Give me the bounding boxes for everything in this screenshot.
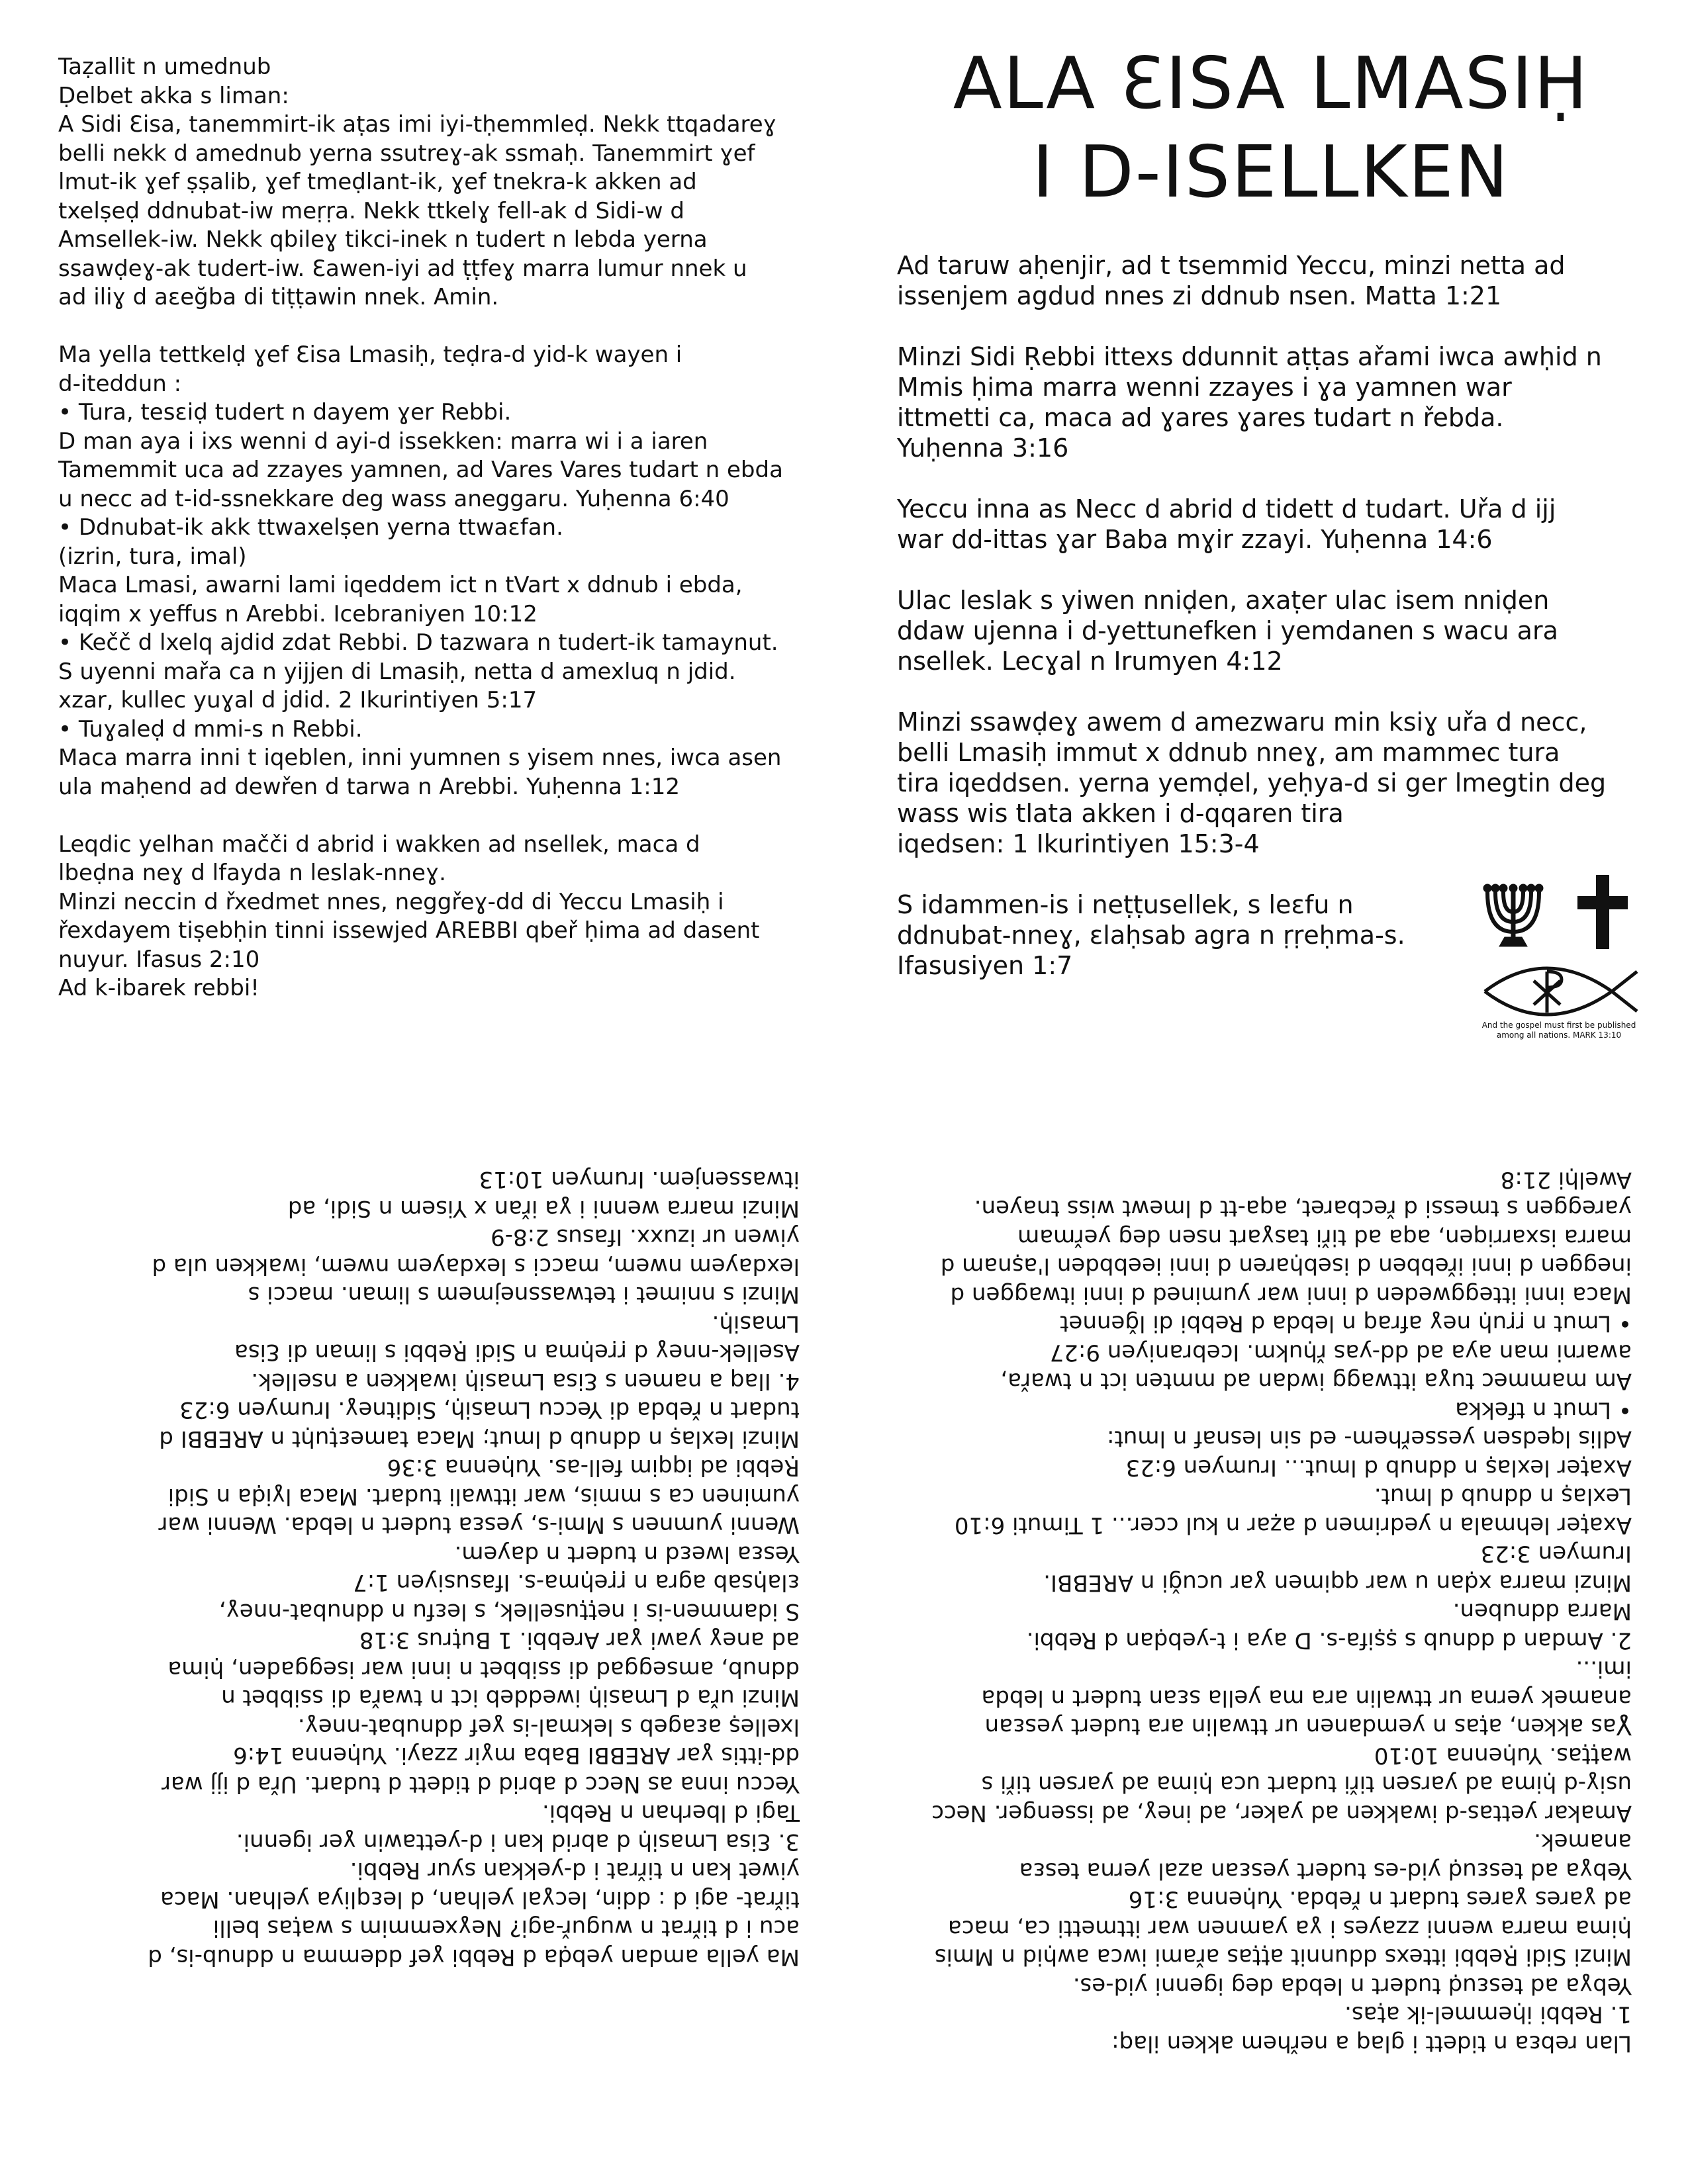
text-line: Tagi d lberhan n Rebbi. bbox=[541, 1799, 800, 1827]
text-line: Minzi uřa d Lmasiḥ iweddeb ict n twařa di ssibbet n bbox=[221, 1684, 800, 1711]
text-line: • Ddnubat-ik akk ttwaxelṣen yerna ttwaɛfan. bbox=[58, 514, 563, 541]
text-line: ɛlaḥsab agra n ṛṛeḥma-s. Ifasusiyen 1:7 bbox=[353, 1569, 800, 1596]
text-line: lxelleṣ aɛageb s lekmal-is ɣef ddnubat-nneɣ. bbox=[297, 1713, 800, 1740]
text-line: 3. Ɛisa Lmasiḥ d abrid kan i d-yettawin ɣer igenni. bbox=[236, 1829, 800, 1855]
text-line: S idammen-is i neṭṭusellek, s leɛfu n ddnubat-nneɣ, bbox=[218, 1598, 800, 1625]
text-line: tira iqeddsen. yerna yemḍel, yeḥya-d si ger lmegtin deg bbox=[897, 768, 1607, 797]
text-line: d-iteddun : bbox=[58, 370, 182, 397]
paragraph-gap bbox=[897, 676, 1645, 707]
text-line: Adlis lqedsen yesseřhem- ed sin lesnaf n lmut: bbox=[1107, 1426, 1632, 1452]
text-line: anamek. bbox=[1534, 1829, 1632, 1855]
text-line: Llan rebɛa n tidett i glaq a neřhem akken ilaq: bbox=[1111, 2030, 1632, 2057]
text-line: lbeḍna neɣ d lfayda n leslak-nneɣ. bbox=[58, 860, 446, 886]
text-line: ddaw ujenna i d-yettunefken i yemdanen s wacu ara bbox=[897, 616, 1558, 645]
text-line: iqqim x yeffus n Arebbi. Icebraniyen 10:12 bbox=[58, 600, 538, 627]
text-line: Maca inni itteggweden d inni war yumined d inni itwaggen d bbox=[950, 1281, 1632, 1308]
text-line: Minzi marra wenni i ɣa iřan x Yisem n Sidi, ad bbox=[287, 1195, 800, 1222]
text-line: dd-ittis ɣar AREBBI Baba mɣir zzayi. Yuḥenna 14:6 bbox=[233, 1742, 800, 1769]
text-line: Axaṭer lehmala n yedrimen d aẓar n kul ccer... 1 Timuti 6:10 bbox=[954, 1512, 1632, 1539]
text-line: nuyur. Ifasus 2:10 bbox=[58, 946, 260, 973]
text-line: Lmasiḥ. bbox=[712, 1310, 800, 1337]
paragraph-gap bbox=[58, 312, 800, 341]
text-line: ineggen d inni iřebben d isebḥaren d inni ieebbden l'aṣnam d bbox=[940, 1253, 1632, 1279]
text-line: ittmetti ca, maca ad ɣares ɣares tudart n řebda. bbox=[897, 403, 1504, 432]
text-line: 1. Rebbi iḥemmel-ik aṭas. bbox=[1344, 2001, 1632, 2028]
emblem-caption-line-2: among all nations. MARK 13:10 bbox=[1496, 1030, 1622, 1040]
text-line: Lexlaṣ n ddnub d lmut. bbox=[1374, 1483, 1632, 1510]
text-line: Maca marra inni t iqeblen, inni yumnen s yisem nnes, iwca asen bbox=[58, 745, 782, 771]
emblem-graphic bbox=[1473, 866, 1645, 1018]
text-line: Marra ddnuben. bbox=[1452, 1598, 1632, 1625]
text-line: Ṛebbi ad iqqim fell-as. Yuḥenna 3:36 bbox=[387, 1454, 800, 1481]
text-line: Ifasusiyen 1:7 bbox=[897, 951, 1073, 980]
text-line: ad iliɣ d aɛeğba di tiṭṭawin nnek. Amin. bbox=[58, 284, 499, 310]
text-line: Asellek-nneɣ d ṛṛeḥma n Sidi Ṛebbi s liman di Ɛisa bbox=[234, 1339, 800, 1366]
text-line: Ulac leslak s yiwen nniḍen, axaṭer ulac isem nniḍen bbox=[897, 586, 1550, 615]
text-line: Awelḥi 21:8 bbox=[1500, 1166, 1632, 1193]
text-line: • Kečč d lxelq ajdid zdat Rebbi. D tazwara n tudert-ik tamaynut. bbox=[58, 629, 778, 656]
text-line: itwassenjem. Irumyen 10:13 bbox=[479, 1166, 800, 1193]
text-line: Ad k-ibarek rebbi! bbox=[58, 975, 259, 1001]
text-line: Wenni yumnen s Mmi-s, yesɛa tudert n lebda. Wenni war bbox=[158, 1512, 800, 1539]
text-line: yuminen ca s mmis, war ittwali tudart. Maca lɣiḍa n Sidi bbox=[167, 1483, 800, 1510]
text-line: Ɣas akken, aṭas n yemdanen ur ttwalin ara tudert yesɛan bbox=[984, 1713, 1632, 1740]
text-line: iqedsen: 1 Ikurintiyen 15:3-4 bbox=[897, 829, 1260, 858]
paragraph-gap bbox=[897, 463, 1645, 494]
text-line: Yebɣa ad tesɛuḍ tudert n lebda deg igenni yid-es. bbox=[1072, 1972, 1632, 1999]
cross-icon bbox=[1577, 875, 1628, 949]
text-line: • Lmut n tfekka bbox=[1455, 1396, 1632, 1424]
text-line: D man aya i ixs wenni d ayi-d issekken: marra wi i a iaren bbox=[58, 428, 708, 455]
cover-title bbox=[897, 40, 1645, 217]
paragraph-gap bbox=[58, 801, 800, 831]
text-line: Minzi neccin d řxedmet nnes, neggřeɣ-dd di Yeccu Lmasiḥ i bbox=[58, 888, 724, 915]
text-line: war dd-ittas ɣar Baba mɣir zzayi. Yuḥenna 14:6 bbox=[897, 525, 1493, 554]
chi-rho-fish-icon bbox=[1485, 968, 1637, 1015]
text-line: lmut-ik ɣef ṣṣalib, ɣef tmeḍlant-ik, ɣef tnekra-k akken ad bbox=[58, 169, 697, 195]
text-line: A Sidi Ɛisa, tanemmirt-ik aṭas imi iyi-tḥemmleḍ. Nekk ttqadareɣ bbox=[58, 111, 776, 138]
text-line: marra isxarriqen, aqa ad tiři tasɣart nsen deg yeřmam bbox=[1017, 1224, 1632, 1251]
text-line: belli Lmasiḥ immut x ddnub nneɣ, am mammec tura bbox=[897, 738, 1560, 767]
text-line: yiwet kan n tiřrat i d-yekkan syur Rebbi. bbox=[350, 1857, 800, 1884]
truths-panel-continued bbox=[58, 1165, 800, 1971]
text-line: (izrin, tura, imal) bbox=[58, 543, 247, 570]
text-line: ula maḥend ad dewřen d tarwa n Arebbi. Yuḥenna 1:12 bbox=[58, 773, 680, 800]
text-line: ddnub, amseggad di ssibbet n inni war iseggaden, ḥima bbox=[167, 1656, 800, 1682]
text-line: tudart n řebda di Yeccu Lmasiḥ, Siditneɣ. Irumyen 6:23 bbox=[179, 1396, 800, 1424]
four-truths-panel bbox=[884, 1165, 1632, 2058]
text-line: Irumyen 3:23 bbox=[1480, 1541, 1632, 1567]
emblem bbox=[1473, 866, 1645, 1040]
text-line: Ad taruw aḥenjir, ad t tsemmid Yeccu, minzi netta ad bbox=[897, 251, 1566, 280]
text-line: Yuḥenna 3:16 bbox=[897, 433, 1069, 463]
text-line: S uyenni mařa ca n yijjen di Lmasiḥ, netta d amexluq n jdid. bbox=[58, 658, 736, 685]
text-line: tiřrat- agi d : ddin, lecɣal yelhan, d leɛqliya yelhan. Maca bbox=[160, 1886, 800, 1913]
cover-title-line-2: I D-ISELLKEN bbox=[1032, 131, 1510, 214]
text-line: Yeccu inna as Necc d abrid d tidett d tudart. Uřa d ijj bbox=[897, 494, 1556, 523]
text-line: Am mammec tuɣa ittwagg iwdan ad mmten ict n twařa, bbox=[1000, 1368, 1632, 1394]
text-line: Ma yella tettkelḍ ɣef Ɛisa Lmasiḥ, teḍra-d yid-k wayen i bbox=[58, 341, 682, 368]
text-line: yareggen s tmessi d řecbaret, aqa-tt d lmewt wiss tnayen. bbox=[974, 1195, 1632, 1222]
text-line: acu i d tiřrat n wuguř-agi? Neɣxemmim s waṭas belli bbox=[212, 1915, 800, 1942]
text-line: txelṣeḍ ddnubat-iw meṛṛa. Nekk ttkelɣ fell-ak d Sidi-w d bbox=[58, 197, 684, 224]
text-line: Yeccu inna as Necc d abrid d tidett d tudart. Uřa d ijj war bbox=[161, 1771, 800, 1797]
cover-panel bbox=[897, 40, 1645, 1040]
menorah-icon bbox=[1483, 884, 1543, 946]
text-line: Maca Lmasi, awarni lami iqeddem ict n tVart x ddnub i ebda, bbox=[58, 572, 743, 598]
text-line: nsellek. Lecɣal n Irumyen 4:12 bbox=[897, 647, 1283, 676]
text-line: • Tuɣaleḍ d mmi-s n Rebbi. bbox=[58, 715, 363, 743]
text-line: issenjem agdud nnes zi ddnub nsen. Matta 1:21 bbox=[897, 281, 1502, 310]
text-line: Tamemmit uca ad zzayes yamnen, ad Vares Vares tudart n ebda bbox=[58, 457, 783, 483]
text-line: Mmis ḥima marra wenni zzayes i ɣa yamnen war bbox=[897, 373, 1512, 402]
paragraph-gap bbox=[897, 555, 1645, 585]
text-line: lexdayem nwem, macci s lexdayem nwem, iwakken ula d bbox=[152, 1253, 800, 1279]
text-line: Yebɣa ad tesɛuḍ yid-es tudert yesɛan azal yerna tesɛa bbox=[1019, 1857, 1632, 1884]
text-line: Minzi marra xḍan u war qqimen ɣar ucuǧi n AREBBI. bbox=[1043, 1569, 1632, 1596]
text-line: Ma yella amdan yebḍa d Rebbi ɣef ddemma n ddnub-is, d bbox=[148, 1944, 800, 1970]
text-line: Axaṭer lexlaṣ n ddnub d lmut... Irumyen 6:23 bbox=[1125, 1454, 1632, 1481]
cover-title-line-1: ALA ƐISA LMASIḤ bbox=[953, 42, 1589, 125]
text-line: Minzi Sidi Ṛebbi ittexs ddunnit aṭṭas ařami iwca awḥid n bbox=[897, 342, 1602, 371]
text-line: Leqdic yelhan mačči d abrid i wakken ad nsellek, maca d bbox=[58, 831, 700, 858]
text-line: imi... bbox=[1575, 1656, 1632, 1682]
prayer-panel bbox=[58, 53, 800, 1003]
text-line: ḥima marra wenni zzayes i ɣa yamnen war ittmetti ca, maca bbox=[947, 1915, 1632, 1942]
paragraph-gap bbox=[897, 311, 1645, 341]
text-line: 4. Ilaq a namen s Ɛisa Lmasiḥ iwakken a nsellek. bbox=[251, 1368, 800, 1394]
text-line: xzar, kullec yuɣal d jdid. 2 Ikurintiyen 5:17 bbox=[58, 687, 538, 713]
text-line: belli nekk d amednub yerna ssutreɣ-ak ssmaḥ. Tanemmirt ɣef bbox=[58, 140, 755, 167]
emblem-caption-line-1: And the gospel must first be published bbox=[1481, 1021, 1636, 1030]
text-line: u necc ad t-id-ssnekkare deg wass aneggaru. Yuḥenna 6:40 bbox=[58, 485, 729, 512]
text-line: Taẓallit n umednub bbox=[58, 54, 271, 80]
text-line: ad aneɣ yawi ɣar Arebbi. 1 Buṭrus 3:18 bbox=[359, 1627, 800, 1654]
text-line: waṭṭas. Yuḥenna 10:10 bbox=[1374, 1742, 1632, 1769]
text-line: S idammen-is i neṭṭusellek, s leɛfu n bbox=[897, 890, 1354, 919]
text-line: usiɣ-d ḥima ad yarsen tiři tudart uca ḥima ad yarsen tiři s bbox=[981, 1771, 1632, 1797]
text-line: • Lmut n ṛṛuḥ neɣ afraq n lebda d Rebbi di lǧennet bbox=[1060, 1310, 1632, 1337]
text-line: ddnubat-nneɣ, ɛlaḥsab agra n ṛṛeḥma-s. bbox=[897, 921, 1405, 950]
text-line: Yesɛa lweɛd n tudert n dayem. bbox=[454, 1541, 800, 1567]
text-line: řexdayem tiṣebḥin tinni issewjed AREBBI qbeř ḥima ad dasent bbox=[58, 917, 760, 944]
text-line: Amsellek-iw. Nekk qbileɣ tikci-inek n tudert n lebda yerna bbox=[58, 226, 708, 253]
text-line: • Tura, tesɛiḍ tudert n dayem ɣer Rebbi. bbox=[58, 399, 512, 426]
text-line: Minzi s nnimet i tetwassnejmem s liman. macci s bbox=[248, 1281, 800, 1308]
text-line: awarni man aya ad dd-yas řḥukm. Icebraniyen 9:27 bbox=[1049, 1339, 1632, 1366]
text-line: Minzi ssawḍeɣ awem d amezwaru min ksiɣ uřa d necc, bbox=[897, 707, 1587, 737]
text-line: 2. Amdan d ddnub s ṣṣifa-s. D aya i t-yebḍan d Rebbi. bbox=[1026, 1627, 1632, 1654]
text-line: wass wis tlata akken i d-qqaren tira bbox=[897, 799, 1344, 828]
text-line: anamek yerna ur ttwalin ara ma yella sɛan tudert n lebda bbox=[981, 1684, 1632, 1711]
text-line: ad ɣares ɣares tudart n řebda. Yuḥenna 3:16 bbox=[1128, 1886, 1632, 1913]
text-line: ssawḍeɣ-ak tudert-iw. Ɛawen-iyi ad ṭṭfeɣ marra lumur nnek u bbox=[58, 255, 747, 282]
text-line: yiwen ur izuxx. Ifasus 2:8-9 bbox=[491, 1224, 800, 1251]
text-line: Amakar yettas-d iwakken ad yaker, ad ineɣ, ad issenger. Necc bbox=[931, 1799, 1632, 1827]
text-line: Ḍelbet akka s liman: bbox=[58, 82, 289, 109]
text-line: Minzi Sidi Ṛebbi ittexs ddunnit aṭṭas ařami iwca awḥid n Mmis bbox=[934, 1944, 1632, 1970]
text-line: Minzi lexlaṣ n ddnub d lmut; Maca tameɛṭuḥt n AREBBI d bbox=[159, 1426, 800, 1452]
